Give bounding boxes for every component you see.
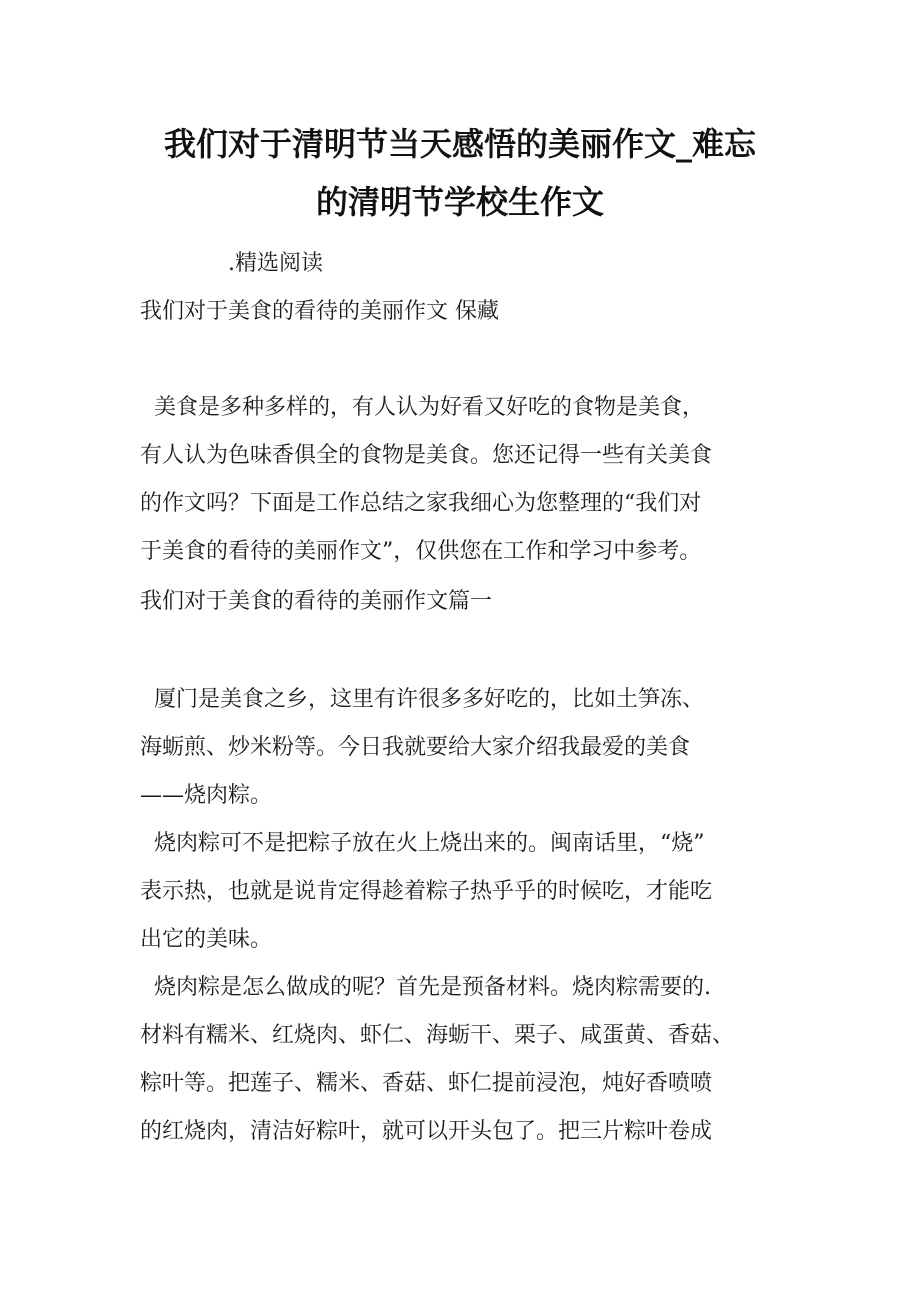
paragraph-line: 出它的美味。 [140,927,273,952]
paragraph-line: 烧肉粽可不是把粽子放在火上烧出来的。闽南话里，“烧” [140,831,705,856]
intro-line: 于美食的看待的美丽作文”，仅供您在工作和学习中参考。 [140,539,702,564]
paragraph-line: 的红烧肉，清洁好粽叶，就可以开头包了。把三片粽叶卷成 [140,1119,713,1144]
paragraph-line: 表示热，也就是说肯定得趁着粽子热乎乎的时候吃，才能吃 [140,879,713,904]
paragraph-line: 厦门是美食之乡，这里有许很多多好吃的，比如土笋冻、 [140,687,704,712]
intro-line: 的作文吗？下面是工作总结之家我细心为您整理的“我们对 [140,491,702,516]
intro-line: 美食是多种多样的，有人认为好看又好吃的食物是美食， [140,395,704,420]
document-title-line-2: 的清明节学校生作文 [315,183,604,221]
paragraph-line: ——烧肉粽。 [140,783,273,808]
document-title-line-1: 我们对于清明节当天感悟的美丽作文_难忘 [163,125,756,163]
intro-line: 有人认为色味香俱全的食物是美食。您还记得一些有关美食 [140,443,713,468]
paragraph-line: 粽叶等。把莲子、糯米、香菇、虾仁提前浸泡，炖好香喷喷 [140,1071,713,1096]
section-heading: 我们对于美食的看待的美丽作文篇一 [140,589,493,614]
paragraph-line: 材料有糯米、红烧肉、虾仁、海蛎干、栗子、咸蛋黄、香菇、 [140,1023,735,1048]
article-heading: 我们对于美食的看待的美丽作文 保藏 [140,299,499,324]
paragraph-line: 海蛎煎、炒米粉等。今日我就要给大家介绍我最爱的美食 [140,735,691,760]
paragraph-line: 烧肉粽是怎么做成的呢？首先是预备材料。烧肉粽需要的. [140,975,711,1000]
subtitle: .精选阅读 [228,251,323,276]
